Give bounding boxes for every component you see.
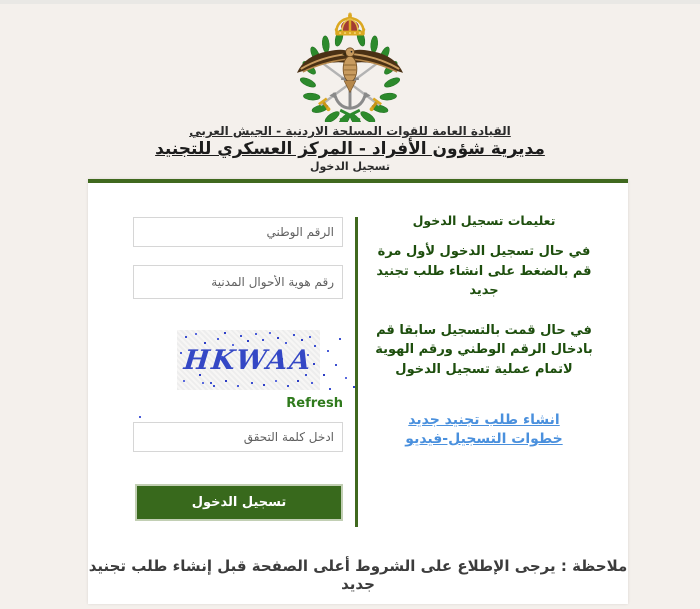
civil-id-input[interactable] xyxy=(133,265,343,299)
login-instructions xyxy=(370,213,598,449)
bottom-note: ملاحظة : يرجى الإطلاع على الشروط أعلى الصفحة قبل إنشاء طلب تجنيد جديد xyxy=(88,557,628,593)
login-button[interactable]: تسجيل الدخول xyxy=(135,484,343,521)
top-strip xyxy=(0,0,700,4)
org-title: القيادة العامة للقوات المسلحة الاردنية - الجيش العربي xyxy=(189,124,511,138)
login-card xyxy=(88,179,628,604)
captcha-refresh-link[interactable]: Refresh xyxy=(286,396,343,411)
instructions-title: تعليمات تسجيل الدخول xyxy=(412,213,556,228)
registration-steps-video-link[interactable]: خطوات التسجيل-فيديو xyxy=(405,430,563,447)
captcha-noise xyxy=(177,330,179,332)
vertical-divider xyxy=(355,217,358,527)
page-header xyxy=(0,10,700,173)
instruction-links xyxy=(370,411,598,449)
create-recruitment-request-link[interactable]: انشاء طلب تجنيد جديد xyxy=(408,412,560,428)
jordanian-armed-forces-emblem-icon xyxy=(291,10,409,122)
crown xyxy=(335,12,365,35)
directorate-title: مديرية شؤون الأفراد - المركز العسكري للتجنيد xyxy=(155,139,545,159)
instructions-paragraph-returning: في حال قمت بالتسجيل سابقا قم بادخال الرقم الوطني ورقم الهوية لاتمام عملية تسجيل الدخول xyxy=(375,322,593,377)
captcha-text: HKWAA xyxy=(182,344,315,376)
instructions-paragraph-first-time: في حال تسجيل الدخول لأول مرة قم بالضغط على انشاء طلب تجنيد جديد xyxy=(376,244,592,298)
captcha-verify-input[interactable] xyxy=(133,422,343,452)
captcha-refresh-row xyxy=(133,392,343,411)
login-subtitle: تسجيل الدخول xyxy=(309,160,390,173)
national-number-input[interactable] xyxy=(133,217,343,247)
captcha-image xyxy=(177,330,320,390)
